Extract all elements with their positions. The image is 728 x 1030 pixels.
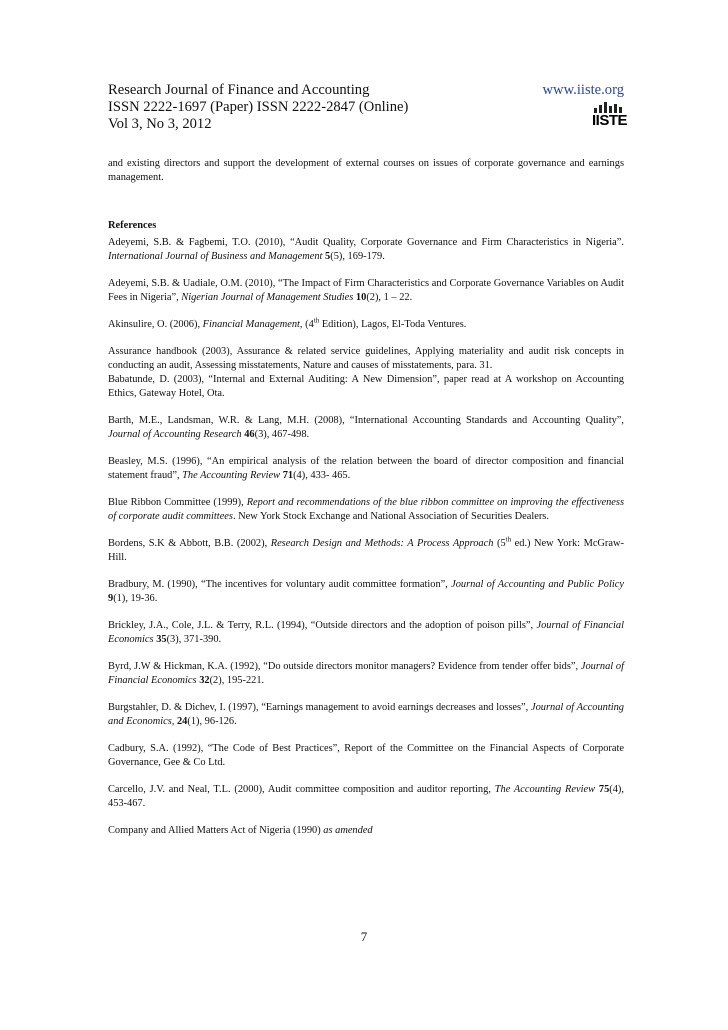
- issn-line: ISSN 2222-1697 (Paper) ISSN 2222-2847 (Online): [108, 99, 409, 115]
- ref-citation: (3), 467-498.: [254, 429, 310, 440]
- ref-authors: Adeyemi, S.B. & Uadiale, O.M. (2010), “The Impact of Firm Characteristics and Corporate Governance Variables on Audit Fees in Nigeria”,: [108, 278, 624, 303]
- ref-volume: 46: [244, 429, 255, 440]
- ref-authors: Barth, M.E., Landsman, W.R. & Lang, M.H. (2008), “International Accounting Standards and Accounting Quality”,: [108, 415, 624, 426]
- ref-volume: 32: [199, 675, 210, 686]
- ref-citation: Edition), Lagos, El-Toda Ventures.: [319, 319, 467, 330]
- ref-volume: 5: [325, 251, 331, 262]
- ref-citation: (4), 453-467.: [108, 784, 624, 809]
- reference-item: [108, 701, 624, 729]
- ref-authors: Company and Allied Matters Act of Nigeria (1990): [108, 825, 324, 836]
- ref-superscript: th: [505, 535, 512, 544]
- ref-citation: ed.) New York: McGraw-Hill.: [108, 538, 624, 563]
- ref-volume: 71: [282, 470, 294, 481]
- reference-item: [108, 455, 624, 483]
- ref-volume: 24: [176, 716, 188, 727]
- ref-citation: (3), 371-390.: [166, 634, 222, 645]
- reference-item: [108, 496, 624, 524]
- ref-edition: (5: [493, 538, 506, 549]
- ref-authors: Byrd, J.W & Hickman, K.A. (1992), “Do outside directors monitor managers? Evidence from tender offer bids”,: [108, 661, 581, 672]
- ref-citation: (5), 169-179.: [330, 251, 385, 262]
- ref-journal: Journal of Accounting and Economics,: [108, 702, 624, 727]
- ref-citation: (1), 19-36.: [113, 593, 158, 604]
- ref-journal: Journal of Financial Economics: [108, 661, 624, 686]
- ref-volume: 35: [156, 634, 167, 645]
- journal-title: Research Journal of Finance and Accounting: [108, 82, 370, 98]
- ref-authors: Adeyemi, S.B. & Fagbemi, T.O. (2010), “Audit Quality, Corporate Governance and Firm Characteristics in Nigeria”.: [108, 237, 624, 248]
- reference-item: [108, 277, 624, 305]
- logo-text: IISTE: [592, 112, 628, 129]
- references-heading: References: [108, 220, 157, 231]
- ref-title: Report and recommendations of the blue ribbon committee on improving the effectiveness of corporate audit committees: [108, 497, 624, 522]
- ref-journal: Journal of Accounting and Public Policy: [451, 579, 624, 590]
- ref-authors: Akinsulire, O. (2006),: [108, 319, 203, 330]
- page-body: [108, 157, 624, 851]
- ref-title: Financial Management: [202, 319, 300, 330]
- reference-item: [108, 660, 624, 688]
- reference-item: Cadbury, S.A. (1992), “The Code of Best Practices”, Report of the Committee on the Financial Aspects of Corporate Governance, Gee & Co Ltd.: [108, 743, 624, 768]
- ref-authors: Carcello, J.V. and Neal, T.L. (2000), Audit committee composition and auditor reporting,: [108, 784, 495, 795]
- ref-title: Research Design and Methods: A Process Approach: [270, 538, 494, 549]
- website-link[interactable]: www.iiste.org: [542, 82, 624, 98]
- ref-citation: (2), 1 – 22.: [366, 292, 413, 303]
- iiste-logo: [592, 102, 626, 132]
- reference-item: [108, 537, 624, 565]
- intro-paragraph: and existing directors and support the development of external courses on issues of corporate governance and earnings management.: [108, 158, 624, 183]
- ref-journal: Journal of Financial Economics: [108, 620, 624, 645]
- ref-volume: 75: [598, 784, 610, 795]
- reference-item: Assurance handbook (2003), Assurance & related service guidelines, Applying materiality and audit risk concepts in conducting an audit, Assessing misstatements, Nature and causes of misstatements, para. 31.: [108, 346, 624, 371]
- ref-note: as amended: [323, 825, 373, 836]
- ref-volume: 9: [108, 593, 114, 604]
- reference-item: [108, 414, 624, 442]
- ref-journal: International Journal of Business and Management: [108, 251, 323, 262]
- reference-item: [108, 824, 624, 838]
- reference-item: [108, 318, 624, 332]
- ref-authors: Bordens, S.K & Abbott, B.B. (2002),: [108, 538, 271, 549]
- ref-journal: Journal of Accounting Research: [108, 429, 242, 440]
- page-header: [108, 82, 628, 133]
- ref-journal: The Accounting Review: [182, 470, 281, 481]
- ref-journal: Nigerian Journal of Management Studies: [181, 292, 354, 303]
- ref-authors: Beasley, M.S. (1996), “An empirical analysis of the relation between the board of director composition and financial statement fraud”,: [108, 456, 624, 481]
- ref-citation: (2), 195-221.: [209, 675, 265, 686]
- ref-edition: , (4: [299, 319, 314, 330]
- ref-citation: . New York Stock Exchange and National Association of Securities Dealers.: [232, 511, 549, 522]
- ref-journal: The Accounting Review: [494, 784, 596, 795]
- ref-superscript: th: [313, 316, 320, 325]
- ref-citation: (4), 433- 465.: [293, 470, 351, 481]
- reference-item: [108, 619, 624, 647]
- reference-item: [108, 236, 624, 264]
- page-number: 7: [360, 929, 368, 944]
- reference-item: [108, 578, 624, 606]
- ref-authors: Blue Ribbon Committee (1999),: [108, 497, 247, 508]
- ref-citation: (1), 96-126.: [187, 716, 237, 727]
- ref-authors: Brickley, J.A., Cole, J.L. & Terry, R.L. (1994), “Outside directors and the adoption of poison pills”,: [108, 620, 537, 631]
- ref-authors: Bradbury, M. (1990), “The incentives for voluntary audit committee formation”,: [108, 579, 452, 590]
- header-line-1: [108, 82, 624, 99]
- ref-volume: 10: [355, 292, 367, 303]
- reference-item: [108, 783, 624, 811]
- volume-line: Vol 3, No 3, 2012: [108, 116, 212, 132]
- ref-authors: Burgstahler, D. & Dichev, I. (1997), “Earnings management to avoid earnings decreases and losses”,: [108, 702, 531, 713]
- reference-item: Babatunde, D. (2003), “Internal and External Auditing: A New Dimension”, paper read at A workshop on Accounting Ethics, Gateway Hotel, Ota.: [108, 374, 624, 399]
